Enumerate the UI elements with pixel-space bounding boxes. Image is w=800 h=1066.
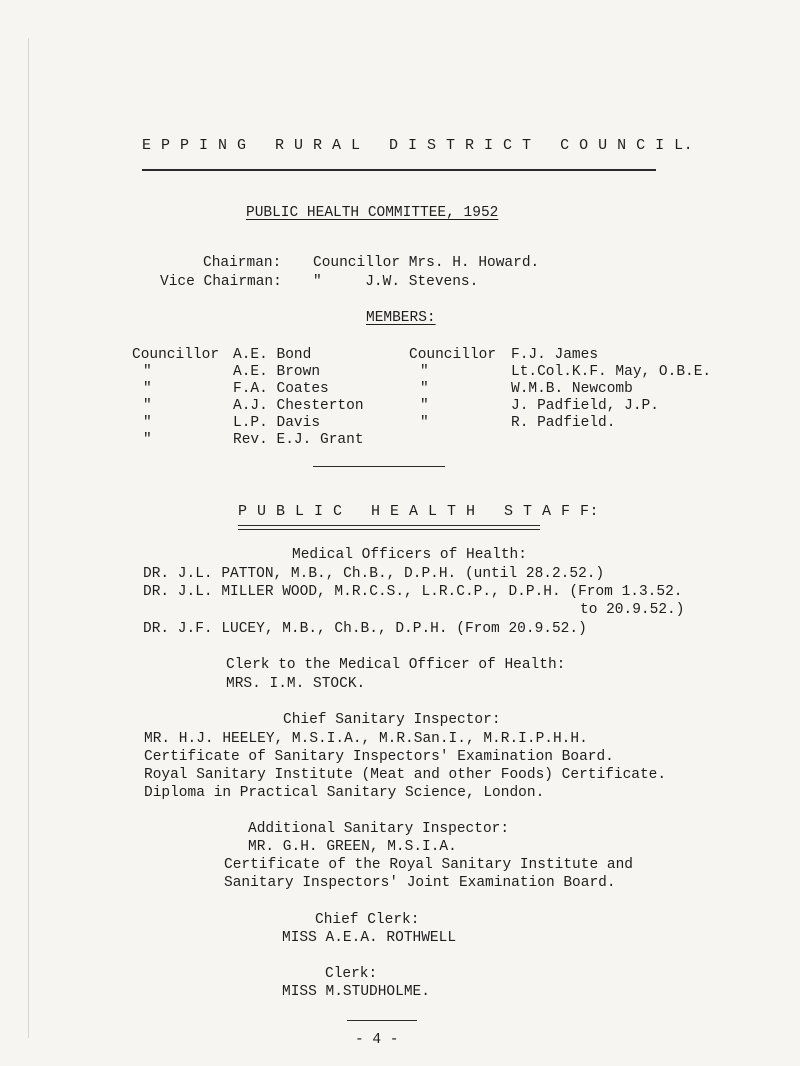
- member-name: F.J. James: [511, 347, 599, 363]
- member-name: W.M.B. Newcomb: [511, 381, 633, 397]
- members-heading: MEMBERS:: [366, 310, 436, 326]
- moh-entry-continuation: to 20.9.52.): [580, 602, 685, 618]
- member-name: J. Padfield, J.P.: [511, 398, 659, 414]
- section-divider: [313, 466, 445, 467]
- csi-name: MR. H.J. HEELEY, M.S.I.A., M.R.San.I., M.R.I.P.H.H.: [144, 731, 588, 747]
- csi-qualification: Certificate of Sanitary Inspectors' Examination Board.: [144, 749, 614, 765]
- csi-qualification: Diploma in Practical Sanitary Science, London.: [144, 785, 545, 801]
- member-prefix: ": [143, 398, 152, 414]
- committee-title: PUBLIC HEALTH COMMITTEE, 1952: [246, 205, 499, 221]
- moh-entry: DR. J.F. LUCEY, M.B., Ch.B., D.P.H. (From 20.9.52.): [143, 621, 587, 637]
- vice-chairman-value: " J.W. Stevens.: [313, 274, 479, 290]
- clerk-name: MISS M.STUDHOLME.: [282, 984, 430, 1000]
- title-rule: [142, 169, 656, 171]
- csi-qualification: Royal Sanitary Institute (Meat and other Foods) Certificate.: [144, 767, 667, 783]
- member-name: A.J. Chesterton: [233, 398, 364, 414]
- member-name: R. Padfield.: [511, 415, 616, 431]
- member-prefix: Councillor: [409, 347, 497, 363]
- moh-entry: DR. J.L. PATTON, M.B., Ch.B., D.P.H. (until 28.2.52.): [143, 566, 605, 582]
- member-name: A.E. Brown: [233, 364, 321, 380]
- moh-entry: DR. J.L. MILLER WOOD, M.R.C.S., L.R.C.P., D.P.H. (From 1.3.52.: [143, 584, 683, 600]
- member-prefix: ": [420, 415, 429, 431]
- clerk-moh-heading: Clerk to the Medical Officer of Health:: [226, 657, 566, 673]
- chief-clerk-name: MISS A.E.A. ROTHWELL: [282, 930, 457, 946]
- member-name: F.A. Coates: [233, 381, 329, 397]
- member-prefix: ": [143, 415, 152, 431]
- member-prefix: Councillor: [132, 347, 220, 363]
- csi-heading: Chief Sanitary Inspector:: [283, 712, 501, 728]
- page-edge-shadow: [28, 38, 29, 1038]
- clerk-moh-name: MRS. I.M. STOCK.: [226, 676, 366, 692]
- member-prefix: ": [420, 398, 429, 414]
- asi-heading: Additional Sanitary Inspector:: [248, 821, 510, 837]
- chief-clerk-heading: Chief Clerk:: [315, 912, 420, 928]
- chairman-label: Chairman:: [203, 255, 282, 271]
- chairman-value: Councillor Mrs. H. Howard.: [313, 255, 540, 271]
- council-title: E P P I N G R U R A L D I S T R I C T C O U N C I L.: [142, 137, 694, 154]
- clerk-heading: Clerk:: [325, 966, 378, 982]
- asi-name: MR. G.H. GREEN, M.S.I.A.: [248, 839, 457, 855]
- member-name: Rev. E.J. Grant: [233, 432, 364, 448]
- vice-chairman-label: Vice Chairman:: [160, 274, 282, 290]
- member-name: L.P. Davis: [233, 415, 321, 431]
- moh-heading: Medical Officers of Health:: [292, 547, 527, 563]
- asi-qualification: Certificate of the Royal Sanitary Institute and: [224, 857, 633, 873]
- member-prefix: ": [143, 381, 152, 397]
- member-prefix: ": [143, 432, 152, 448]
- member-name: A.E. Bond: [233, 347, 312, 363]
- member-prefix: ": [420, 381, 429, 397]
- staff-heading: P U B L I C H E A L T H S T A F F:: [238, 503, 600, 520]
- staff-heading-double-rule: [238, 525, 540, 530]
- member-name: Lt.Col.K.F. May, O.B.E.: [511, 364, 712, 380]
- member-prefix: ": [420, 364, 429, 380]
- footer-divider: [347, 1020, 417, 1021]
- page-number: - 4 -: [355, 1032, 399, 1048]
- member-prefix: ": [143, 364, 152, 380]
- asi-qualification: Sanitary Inspectors' Joint Examination Board.: [224, 875, 616, 891]
